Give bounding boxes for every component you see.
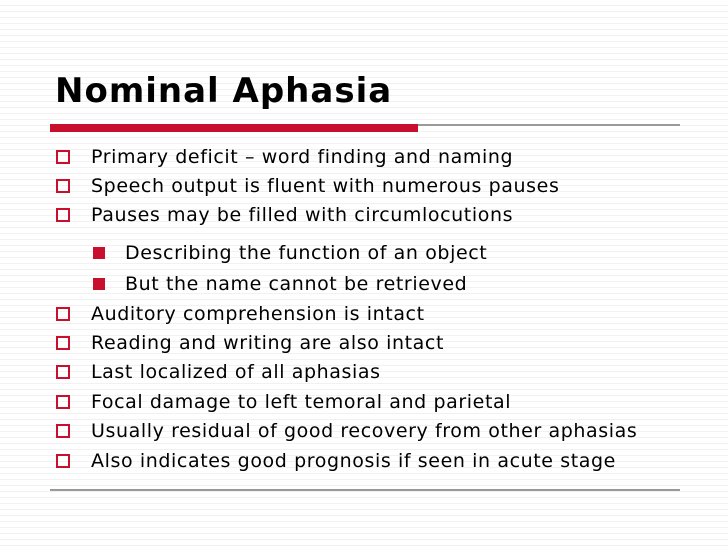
bullet-item: [56, 449, 616, 473]
hollow-square-icon: [56, 179, 70, 193]
hollow-square-icon: [56, 307, 70, 321]
filled-square-icon: [93, 278, 105, 290]
sub-bullet-item: [93, 241, 487, 265]
bullet-item: [56, 390, 511, 414]
footer-divider-line: [50, 489, 680, 491]
bullet-text: Reading and writing are also intact: [91, 332, 445, 354]
bullet-item: [56, 302, 425, 326]
bullet-text: Last localized of all aphasias: [91, 361, 381, 383]
filled-square-icon: [93, 247, 105, 259]
sub-bullet-text: But the name cannot be retrieved: [125, 273, 468, 295]
hollow-square-icon: [56, 424, 70, 438]
bullet-text: Auditory comprehension is intact: [91, 303, 425, 325]
hollow-square-icon: [56, 208, 70, 222]
bullet-item: [56, 145, 513, 169]
bullet-item: [56, 203, 513, 227]
bullet-text: Primary deficit – word finding and naming: [91, 146, 514, 168]
bullet-item: [56, 331, 444, 355]
hollow-square-icon: [56, 150, 70, 164]
hollow-square-icon: [56, 454, 70, 468]
slide-title: Nominal Aphasia: [55, 71, 393, 111]
hollow-square-icon: [56, 365, 70, 379]
sub-bullet-item: [93, 272, 467, 296]
bullet-item: [56, 174, 559, 198]
bullet-text: Focal damage to left temoral and parietal: [91, 391, 512, 413]
hollow-square-icon: [56, 336, 70, 350]
bullet-text: Also indicates good prognosis if seen in acute stage: [91, 450, 616, 472]
bullet-item: [56, 419, 637, 443]
bullet-text: Usually residual of good recovery from other aphasias: [91, 420, 638, 442]
bullet-item: [56, 360, 381, 384]
hollow-square-icon: [56, 395, 70, 409]
bullet-text: Pauses may be filled with circumlocutions: [91, 204, 514, 226]
bullet-text: Speech output is fluent with numerous pauses: [91, 175, 560, 197]
sub-bullet-text: Describing the function of an object: [125, 242, 488, 264]
